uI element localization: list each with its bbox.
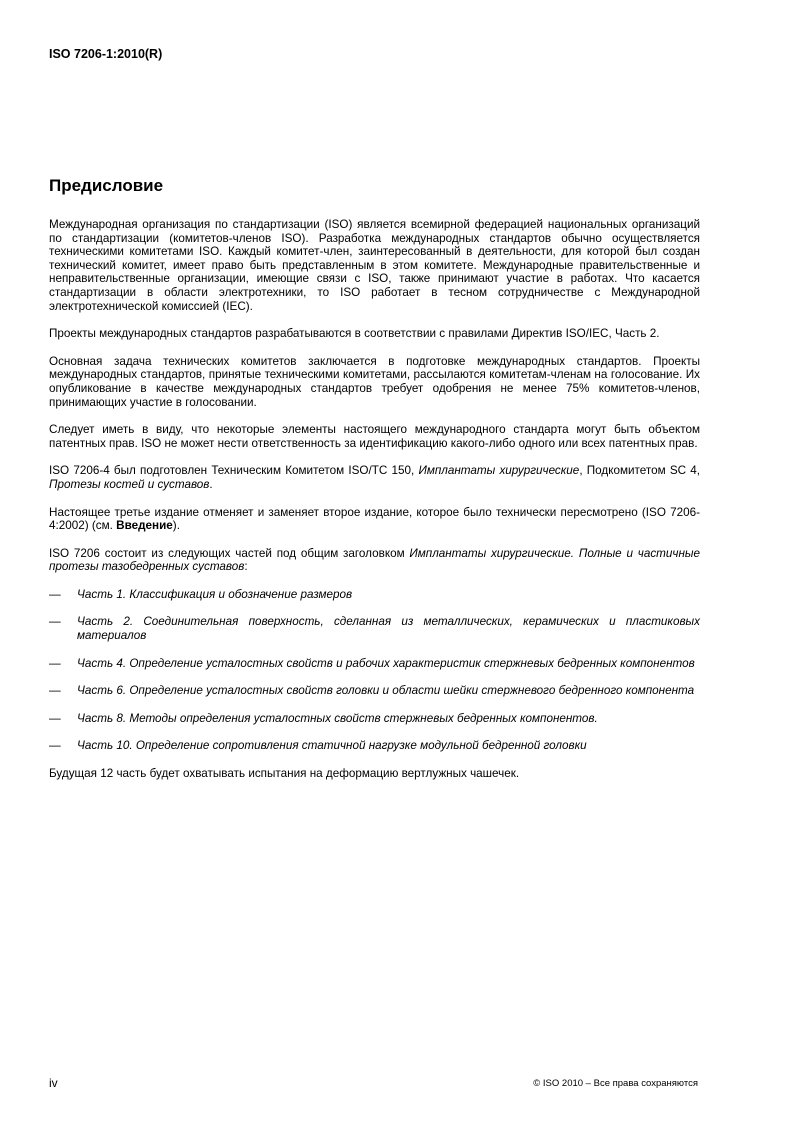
list-item-text: Часть 4. Определение усталостных свойств и рабочих характеристик стержневых бедренных компонентов bbox=[77, 656, 695, 670]
paragraph-parts-intro bbox=[49, 547, 700, 574]
dash-marker: — bbox=[49, 739, 61, 753]
dash-marker: — bbox=[49, 656, 61, 670]
paragraph-patent-rights: Следует иметь в виду, что некоторые элементы настоящего международного стандарта могут быть объектом патентных прав. ISO не может нести ответственность за идентификацию какого-либо одного или всех патентных прав. bbox=[49, 423, 700, 450]
dash-marker: — bbox=[49, 684, 61, 698]
paragraph-iso-intro: Международная организация по стандартизации (ISO) является всемирной федерацией национальных организаций по стандартизации (комитетов-членов ISO). Разработка международных стандартов обычно осуществляется техническими комитетами ISO. Каждый комитет-член, заинтересованный в деятельности, для которой был создан технический комитет, имеет право быть представленным в этом комитете. Международные правительственные и неправительственные организации, имеющие связи с ISO, также принимают участие в работах. Что касается стандартизации в области электротехники, то ISO работает в тесном сотрудничестве с Международной электротехнической комиссией (IEC). bbox=[49, 218, 700, 313]
list-item bbox=[49, 588, 700, 602]
foreword-body bbox=[49, 218, 700, 795]
text-segment: Настоящее третье издание отменяет и заменяет второе издание, которое было технически пересмотрено (ISO 7206-4:2002) (см. bbox=[49, 505, 700, 533]
text-segment: ISO 7206-4 был подготовлен Техническим Комитетом ISO/TC 150, bbox=[49, 464, 419, 478]
parts-list bbox=[49, 588, 700, 753]
list-item-text: Часть 2. Соединительная поверхность, сделанная из металлических, керамических и пластиковых материалов bbox=[77, 615, 700, 643]
document-code: ISO 7206-1:2010(R) bbox=[49, 47, 163, 61]
paragraph-future-part: Будущая 12 часть будет охватывать испытания на деформацию вертлужных чашечек. bbox=[49, 767, 520, 781]
dash-marker: — bbox=[49, 615, 61, 629]
text-bold-segment: Введение bbox=[116, 519, 173, 533]
list-item bbox=[49, 712, 700, 726]
list-item-text: Часть 10. Определение сопротивления статичной нагрузке модульной бедренной головки bbox=[77, 739, 587, 753]
text-segment: : bbox=[244, 560, 248, 574]
list-item bbox=[49, 684, 700, 698]
list-item-text: Часть 6. Определение усталостных свойств головки и области шейки стержневого бедренного компонента bbox=[77, 684, 695, 698]
text-segment: . bbox=[209, 477, 213, 491]
list-item-text: Часть 1. Классификация и обозначение размеров bbox=[77, 587, 353, 601]
dash-marker: — bbox=[49, 587, 61, 601]
page-number: iv bbox=[49, 1076, 58, 1090]
paragraph-edition bbox=[49, 506, 700, 533]
text-segment: , Подкомитетом SC 4, bbox=[579, 464, 701, 478]
paragraph-committees-task: Основная задача технических комитетов заключается в подготовке международных стандартов. Проекты международных стандартов, принятые техническими комитетами, рассылаются комитетам-членам на голосование. Их опубликование в качестве международных стандартов требует одобрения не менее 75% комитетов-членов, принимающих участие в голосовании. bbox=[49, 354, 700, 409]
list-item bbox=[49, 615, 700, 642]
text-italic-segment: Имплантаты хирургические bbox=[418, 464, 580, 478]
list-item bbox=[49, 657, 700, 671]
paragraph-prepared-by bbox=[49, 464, 700, 491]
dash-marker: — bbox=[49, 711, 61, 725]
list-item-text: Часть 8. Методы определения усталостных свойств стержневых бедренных компонентов. bbox=[77, 711, 598, 725]
text-segment: ISO 7206 состоит из следующих частей под общим заголовком bbox=[49, 546, 410, 560]
text-italic-segment: Протезы костей и суставов bbox=[49, 477, 210, 491]
text-italic-segment: Имплантаты хирургические. Полные и частичные протезы тазобедренных суставов bbox=[49, 546, 700, 574]
page-title: Предисловие bbox=[49, 176, 164, 195]
text-segment: ). bbox=[172, 519, 180, 533]
copyright-notice: © ISO 2010 – Все права сохраняются bbox=[533, 1078, 698, 1089]
list-item bbox=[49, 739, 700, 753]
paragraph-directives: Проекты международных стандартов разрабатываются в соответствии с правилами Директив ISO/IEC, Часть 2. bbox=[49, 327, 660, 341]
